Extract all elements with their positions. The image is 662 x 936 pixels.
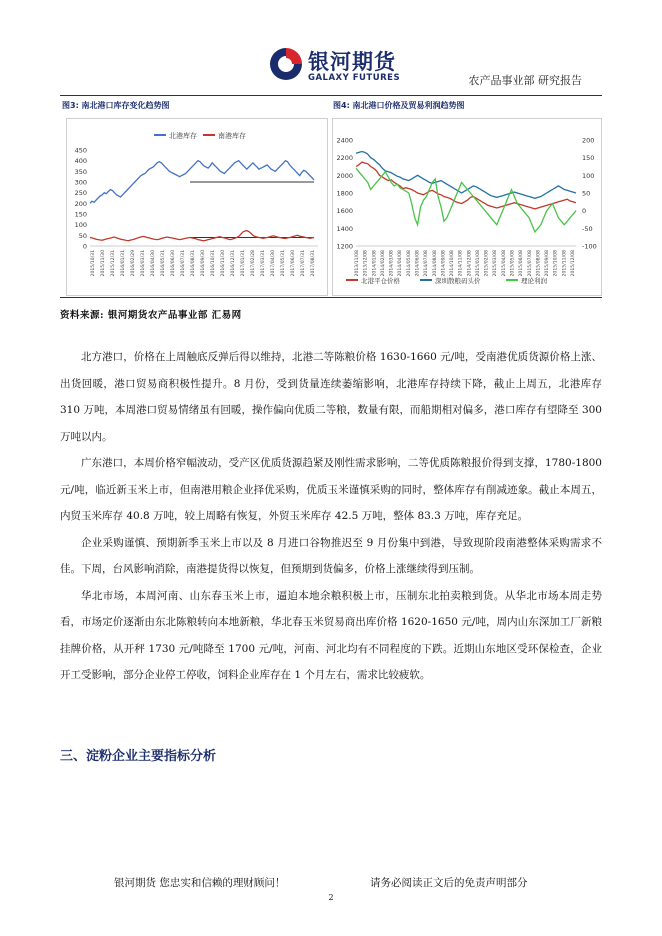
y-tick-label: 100 xyxy=(74,221,87,230)
y-tick-label: 450 xyxy=(74,146,87,155)
port-price-profit-chart xyxy=(332,118,602,296)
paragraph-north-port: 北方港口，价格在上周触底反弹后得以维持，北港二等陈粮价格 1630-1660 元/吨，受南港优质货源价格上涨、出货回暖，港口贸易商积极性提升。8 月份，受到货量连续萎缩影响，北港库存持续下降，截止上周五，北港库存 310 万吨，本周港口贸易情绪虽有回暖，操作偏向优质二等粮，数量有限，而船期相对偏多，港口库存有望降至 300 万吨以内。 xyxy=(60,351,602,443)
paragraph-guangdong-port: 广东港口，本周价格窄幅波动，受产区优质货源趋紧及刚性需求影响，二等优质陈粮报价得到支撑，1780-1800 元/吨，临近新玉米上市，但南港用粮企业择优采购，优质玉米谨慎采购的同时，整体库存有削减迹象。截止本周五，内贸玉米库存 40.8 万吨，较上周略有恢复，外贸玉米库存 42.5 万吨，整体 83.3 万吨，库存充足。 xyxy=(60,457,602,522)
legend-north-price: 北港平仓价格 xyxy=(361,277,400,285)
x-tick-label: 2017/06/30 xyxy=(291,250,296,277)
logo-chinese-text: 银河期货 xyxy=(308,50,396,74)
x-tick-label: 2016/10/31 xyxy=(211,250,216,277)
page-header xyxy=(60,40,602,96)
galaxy-futures-logo xyxy=(268,44,458,84)
y-tick-label: 350 xyxy=(74,167,87,176)
x-tick-label: 2015/08/08 xyxy=(536,250,542,277)
y-tick-label: 400 xyxy=(74,157,87,166)
x-tick-label: 2015/11/30 xyxy=(101,250,106,277)
x-tick-label: 2015/04/08 xyxy=(501,250,507,277)
paragraph-north-china: 华北市场，本周河南、山东春玉米上市，逼迫本地余粮积极上市，压制东北拍卖粮到货。从华北市场本周走势看，市场定价逐渐由东北陈粮转向本地新粮，华北春玉米贸易商出库价格 1620-1650 元/吨，周内山东深加工厂新粮挂牌价格，从开秤 1730 元/吨降至 1700 元/吨，河南、河北均有不同程度的下跌。近期山东地区受环保检查，企业开工受影响，部分企业停工停收，饲料企业库存在 1 个月左右，需求比较疲软。 xyxy=(60,589,602,681)
section-title: 三、淀粉企业主要指标分析 xyxy=(60,749,217,764)
x-tick-label: 2016/05/31 xyxy=(161,250,166,277)
x-tick-label: 2014/06/08 xyxy=(415,250,421,277)
y-left-tick-label: 2400 xyxy=(336,136,353,145)
page-number: 2 xyxy=(328,893,334,902)
x-tick-label: 2014/10/08 xyxy=(450,250,456,277)
x-tick-label: 2017/04/30 xyxy=(271,250,276,277)
report-body xyxy=(60,344,602,689)
x-tick-label: 2014/04/08 xyxy=(398,250,404,277)
x-tick-label: 2015/02/08 xyxy=(484,250,490,277)
x-tick-label: 2015/12/08 xyxy=(571,250,576,277)
y-right-tick-label: 150 xyxy=(582,154,595,163)
x-tick-label: 2014/01/08 xyxy=(372,250,378,277)
paragraph-procurement: 企业采购谨慎、预期新季玉米上市以及 8 月进口谷物推迟至 9 月份集中到港，导致现阶段南港整体采购需求不佳。下周，台风影响消除，南港提货得以恢复，但预期到货偏多，价格上涨继续得到压制。 xyxy=(60,536,602,575)
figure-3-chart xyxy=(66,118,328,296)
x-tick-label: 2016/04/30 xyxy=(151,250,156,277)
x-tick-label: 2014/02/08 xyxy=(380,250,386,277)
x-tick-label: 2014/03/08 xyxy=(389,250,395,277)
x-tick-label: 2016/01/31 xyxy=(121,250,126,277)
legend-south-inventory: 南港库存 xyxy=(218,132,246,140)
x-tick-label: 2015/10/08 xyxy=(553,250,559,277)
x-tick-label: 2017/07/31 xyxy=(301,250,306,277)
footer-slogan: 银河期货 您忠实和信赖的理财顾问！ xyxy=(114,877,286,889)
x-tick-label: 2014/11/08 xyxy=(458,250,464,277)
x-tick-label: 2015/01/08 xyxy=(475,250,481,277)
x-tick-label: 2016/06/30 xyxy=(171,250,176,277)
x-tick-label: 2017/01/31 xyxy=(241,250,246,277)
figure-4-caption: 图4: 南北港口价格及贸易利润趋势图 xyxy=(333,101,465,110)
y-left-tick-label: 2200 xyxy=(336,154,353,163)
legend-north-inventory: 北港库存 xyxy=(169,132,197,140)
y-tick-label: 150 xyxy=(74,210,87,219)
y-tick-label: 250 xyxy=(74,189,87,198)
y-right-tick-label: 100 xyxy=(582,171,595,180)
x-tick-label: 2015/11/08 xyxy=(562,249,568,277)
x-tick-label: 2013/12/08 xyxy=(363,250,369,277)
x-tick-label: 2016/11/30 xyxy=(221,250,226,277)
y-left-tick-label: 1400 xyxy=(336,224,353,233)
y-tick-label: 50 xyxy=(78,231,87,240)
legend-theoretical-profit: 理论利润 xyxy=(521,277,547,285)
x-tick-label: 2014/07/08 xyxy=(424,250,430,277)
legend-shenzhen-price: 深圳散粮码头价 xyxy=(435,277,481,285)
y-right-tick-label: 200 xyxy=(582,136,595,145)
y-right-tick-label: -50 xyxy=(582,224,593,233)
department-label: 农产品事业部 研究报告 xyxy=(468,74,582,87)
x-tick-label: 2016/08/31 xyxy=(191,250,196,277)
port-inventory-chart xyxy=(66,118,328,296)
x-tick-label: 2016/12/31 xyxy=(231,250,236,277)
figure-3-caption: 图3: 南北港口库存变化趋势图 xyxy=(62,101,170,110)
x-tick-label: 2017/05/31 xyxy=(281,250,286,277)
x-tick-label: 2016/07/31 xyxy=(181,250,186,277)
footer-disclaimer: 请务必阅读正文后的免责声明部分 xyxy=(370,877,528,889)
data-source: 资料来源: 银河期货农产品事业部 汇易网 xyxy=(60,310,242,321)
x-tick-label: 2016/02/29 xyxy=(131,250,136,277)
x-tick-label: 2017/03/31 xyxy=(261,250,266,277)
y-tick-label: 300 xyxy=(74,178,87,187)
y-tick-label: 0 xyxy=(82,242,87,251)
x-tick-label: 2015/07/08 xyxy=(527,250,533,277)
y-right-tick-label: 50 xyxy=(582,189,591,198)
x-tick-label: 2017/08/31 xyxy=(311,250,316,277)
x-tick-label: 2014/08/08 xyxy=(432,250,438,277)
y-right-tick-label: -100 xyxy=(582,242,597,251)
x-tick-label: 2014/05/08 xyxy=(406,250,412,277)
x-tick-label: 2016/03/31 xyxy=(141,250,146,277)
y-left-tick-label: 2000 xyxy=(336,171,353,180)
y-left-tick-label: 1600 xyxy=(336,207,353,216)
source-divider xyxy=(60,297,602,298)
x-tick-label: 2015/03/08 xyxy=(493,250,499,277)
x-tick-label: 2014/09/08 xyxy=(441,250,447,277)
y-left-tick-label: 1800 xyxy=(336,189,353,198)
x-tick-label: 2015/06/08 xyxy=(519,250,525,277)
x-tick-label: 2015/12/31 xyxy=(111,250,116,277)
y-tick-label: 200 xyxy=(74,199,87,208)
x-tick-label: 2015/10/31 xyxy=(91,250,96,277)
logo-english-text: GALAXY FUTURES xyxy=(308,73,401,83)
galaxy-logo-icon xyxy=(268,46,304,82)
x-tick-label: 2013/11/08 xyxy=(355,250,360,277)
x-tick-label: 2015/05/08 xyxy=(510,250,516,277)
y-left-tick-label: 1200 xyxy=(336,242,353,251)
x-tick-label: 2016/09/30 xyxy=(201,250,206,277)
x-tick-label: 2017/02/28 xyxy=(251,250,256,277)
figure-4-chart xyxy=(332,118,602,296)
x-tick-label: 2014/12/08 xyxy=(467,250,473,277)
x-tick-label: 2015/09/08 xyxy=(545,250,551,277)
y-right-tick-label: 0 xyxy=(582,207,587,216)
